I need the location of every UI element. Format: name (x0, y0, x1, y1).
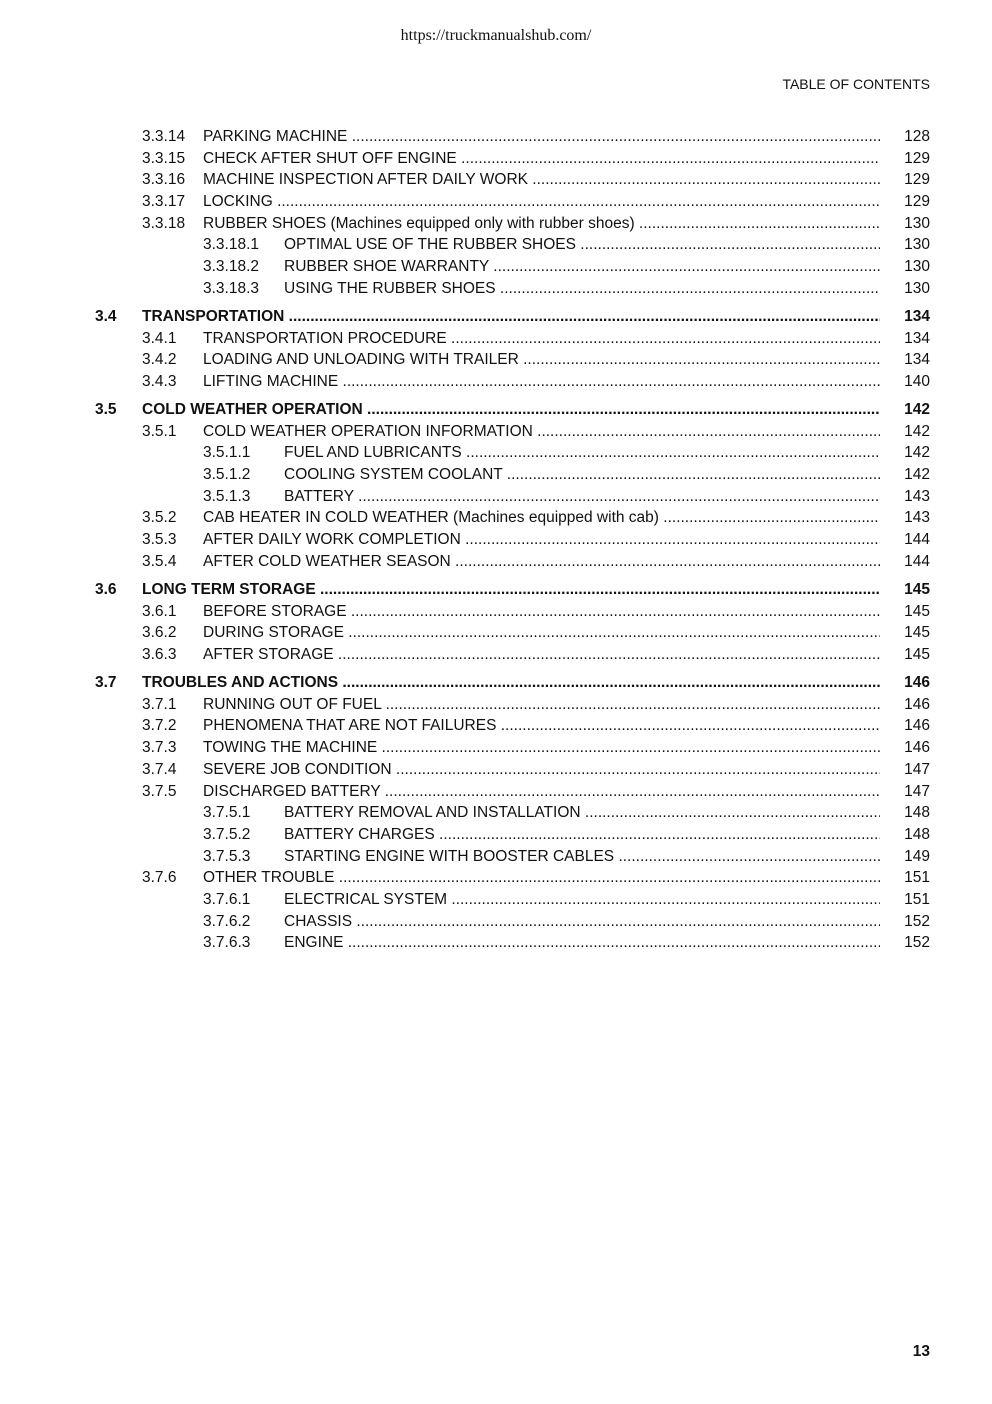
toc-entry (0, 169, 992, 191)
toc-entry (0, 579, 992, 601)
toc-entry-title: PHENOMENA THAT ARE NOT FAILURES ..... (203, 715, 880, 737)
toc-entry-page: 152 (904, 934, 930, 952)
toc-entry-title: ELECTRICAL SYSTEM ..... (284, 889, 880, 911)
toc-entry-number: 3.3.18.2 (203, 258, 260, 276)
toc-entry-number: 3.5.1.2 (203, 466, 251, 484)
toc-entry-page: 129 (904, 171, 930, 189)
page-number: 13 (912, 1343, 930, 1360)
toc-entry-number: 3.7.5.1 (203, 804, 251, 822)
toc-entry-page: 145 (904, 602, 930, 620)
toc-entry (0, 715, 992, 737)
toc-entry-number: 3.6.2 (142, 624, 177, 642)
toc-entry-number: 3.4.2 (142, 351, 177, 369)
toc-entry-number: 3.6.1 (142, 602, 177, 620)
toc-entry-title: CHASSIS ..... (284, 911, 880, 933)
toc-entry-number: 3.3.14 (142, 128, 186, 145)
toc-entry-title: COLD WEATHER OPERATION INFORMATION ..... (203, 421, 880, 443)
toc-entry-page: 146 (904, 717, 930, 735)
toc-entry-title: BATTERY REMOVAL AND INSTALLATION ..... (284, 802, 880, 824)
toc-entry-title: COLD WEATHER OPERATION ..... (142, 399, 880, 421)
toc-entry (0, 846, 992, 868)
toc-entry-number: 3.5.1.3 (203, 487, 251, 505)
toc-entry-page: 142 (904, 422, 930, 440)
toc-entry-page: 149 (904, 847, 930, 865)
toc-entry-page: 142 (904, 444, 930, 462)
toc-entry-page: 145 (904, 645, 930, 663)
source-url: https://truckmanualshub.com/ (400, 27, 592, 44)
toc-entry (0, 399, 992, 421)
toc-entry (0, 442, 992, 464)
toc-entry-title: FUEL AND LUBRICANTS ..... (284, 442, 880, 464)
toc-entry-page: 145 (904, 624, 930, 642)
toc-entry (0, 824, 992, 846)
toc-entry-number: 3.7.5.3 (203, 847, 251, 865)
toc-entry-number: 3.3.16 (142, 171, 186, 189)
toc-entry-page: 129 (904, 193, 930, 211)
toc-entry-title: COOLING SYSTEM COOLANT ..... (284, 464, 880, 486)
toc-entry-page: 147 (904, 782, 930, 800)
toc-entry-title: TROUBLES AND ACTIONS ..... (142, 672, 880, 694)
toc-entry-number: 3.3.15 (142, 149, 186, 167)
toc-entry-page: 142 (904, 466, 930, 484)
toc-entry-title: AFTER COLD WEATHER SEASON ..... (203, 551, 880, 573)
toc-entry-title: BATTERY ..... (284, 486, 880, 508)
toc-entry-number: 3.6.3 (142, 645, 177, 663)
toc-entry-page: 130 (904, 236, 930, 254)
toc-entry-title: CHECK AFTER SHUT OFF ENGINE ..... (203, 148, 880, 170)
toc-entry (0, 306, 992, 328)
table-of-contents (0, 126, 992, 954)
toc-entry-page: 140 (904, 372, 930, 390)
toc-entry-number: 3.7.6.1 (203, 890, 251, 908)
running-header-title: TABLE OF CONTENTS (782, 76, 930, 92)
toc-entry (0, 529, 992, 551)
toc-entry-page: 147 (904, 760, 930, 778)
toc-entry-title: RUNNING OUT OF FUEL ..... (203, 694, 880, 716)
toc-entry-title: TRANSPORTATION ..... (142, 306, 880, 328)
toc-entry-page: 151 (904, 869, 930, 887)
toc-entry (0, 601, 992, 623)
toc-entry-title: OPTIMAL USE OF THE RUBBER SHOES ..... (284, 234, 880, 256)
toc-entry-title: LOCKING ..... (203, 191, 880, 213)
toc-entry-number: 3.7.4 (142, 760, 177, 778)
toc-entry-number: 3.7.6.2 (203, 912, 251, 930)
toc-entry-page: 146 (904, 674, 930, 692)
toc-entry-page: 151 (904, 890, 930, 908)
toc-entry (0, 256, 992, 278)
toc-entry-page: 130 (904, 258, 930, 276)
toc-entry-title: CAB HEATER IN COLD WEATHER (Machines equipped with cab) ..... (203, 507, 880, 529)
toc-entry (0, 464, 992, 486)
toc-entry-title: ENGINE ..... (284, 932, 880, 954)
toc-entry (0, 802, 992, 824)
toc-entry-page: 148 (904, 825, 930, 843)
toc-entry-title: STARTING ENGINE WITH BOOSTER CABLES ..... (284, 846, 880, 868)
toc-entry (0, 148, 992, 170)
toc-entry-page: 134 (904, 307, 930, 325)
toc-entry-title: LOADING AND UNLOADING WITH TRAILER ..... (203, 349, 880, 371)
toc-entry (0, 328, 992, 350)
toc-entry-title: DURING STORAGE ..... (203, 622, 880, 644)
toc-entry-page: 130 (904, 214, 930, 232)
toc-entry (0, 507, 992, 529)
toc-entry-page: 146 (904, 695, 930, 713)
toc-entry-page: 142 (904, 401, 930, 419)
toc-entry (0, 622, 992, 644)
toc-entry-title: AFTER STORAGE ..... (203, 644, 880, 666)
toc-entry-number: 3.3.17 (142, 193, 186, 211)
toc-entry-title: AFTER DAILY WORK COMPLETION ..... (203, 529, 880, 551)
toc-entry-number: 3.7.5.2 (203, 825, 251, 843)
toc-entry (0, 278, 992, 300)
toc-entry-title: RUBBER SHOE WARRANTY ..... (284, 256, 880, 278)
toc-entry-number: 3.7.1 (142, 695, 177, 713)
toc-entry-title: PARKING MACHINE ..... (203, 126, 880, 148)
toc-entry (0, 911, 992, 933)
toc-entry-title: BEFORE STORAGE ..... (203, 601, 880, 623)
toc-entry-number: 3.4 (95, 307, 117, 325)
toc-entry-page: 148 (904, 804, 930, 822)
toc-entry-number: 3.3.18.3 (203, 279, 260, 297)
toc-entry-page: 143 (904, 509, 930, 527)
toc-entry (0, 371, 992, 393)
toc-entry-number: 3.4.1 (142, 329, 177, 347)
toc-entry-number: 3.7.2 (142, 717, 177, 735)
toc-entry-page: 152 (904, 912, 930, 930)
toc-entry-page: 146 (904, 739, 930, 757)
toc-entry (0, 694, 992, 716)
toc-entry (0, 737, 992, 759)
toc-entry (0, 781, 992, 803)
toc-entry-number: 3.5.4 (142, 552, 177, 570)
toc-entry-page: 134 (904, 351, 930, 369)
toc-entry (0, 234, 992, 256)
toc-entry (0, 486, 992, 508)
toc-entry-number: 3.6 (95, 580, 117, 598)
toc-entry (0, 759, 992, 781)
toc-entry-number: 3.7.3 (142, 739, 177, 757)
toc-entry-title: LIFTING MACHINE ..... (203, 371, 880, 393)
toc-entry (0, 349, 992, 371)
toc-entry-title: RUBBER SHOES (Machines equipped only with rubber shoes) ..... (203, 213, 880, 235)
toc-entry-page: 143 (904, 487, 930, 505)
toc-entry (0, 889, 992, 911)
toc-entry-page: 134 (904, 329, 930, 347)
toc-entry-number: 3.5 (95, 401, 117, 419)
toc-entry-number: 3.3.18 (142, 214, 186, 232)
toc-entry-page: 145 (904, 580, 930, 598)
toc-entry-number: 3.5.1.1 (203, 444, 251, 462)
toc-entry (0, 213, 992, 235)
toc-entry (0, 551, 992, 573)
toc-entry-number: 3.5.2 (142, 509, 177, 527)
toc-entry-title: OTHER TROUBLE ..... (203, 867, 880, 889)
toc-entry-number: 3.7.5 (142, 782, 177, 800)
toc-entry-page: 128 (904, 128, 930, 145)
toc-entry-page: 129 (904, 149, 930, 167)
toc-entry-number: 3.3.18.1 (203, 236, 260, 254)
toc-entry-number: 3.7 (95, 674, 117, 692)
toc-entry-page: 130 (904, 279, 930, 297)
toc-entry-title: MACHINE INSPECTION AFTER DAILY WORK ..... (203, 169, 880, 191)
toc-entry (0, 421, 992, 443)
toc-entry (0, 672, 992, 694)
toc-entry-title: TRANSPORTATION PROCEDURE ..... (203, 328, 880, 350)
toc-entry-title: TOWING THE MACHINE ..... (203, 737, 880, 759)
toc-entry (0, 867, 992, 889)
toc-entry-number: 3.7.6.3 (203, 934, 251, 952)
toc-entry-title: USING THE RUBBER SHOES ..... (284, 278, 880, 300)
toc-entry-title: BATTERY CHARGES ..... (284, 824, 880, 846)
toc-entry (0, 191, 992, 213)
toc-entry (0, 932, 992, 954)
toc-entry-page: 144 (904, 552, 930, 570)
toc-entry (0, 126, 992, 148)
toc-entry-number: 3.4.3 (142, 372, 177, 390)
toc-entry-number: 3.5.1 (142, 422, 177, 440)
toc-entry-page: 144 (904, 531, 930, 549)
toc-entry-number: 3.7.6 (142, 869, 177, 887)
toc-entry-title: DISCHARGED BATTERY ..... (203, 781, 880, 803)
toc-entry-title: LONG TERM STORAGE ..... (142, 579, 880, 601)
toc-entry (0, 644, 992, 666)
toc-entry-number: 3.5.3 (142, 531, 177, 549)
toc-entry-title: SEVERE JOB CONDITION ..... (203, 759, 880, 781)
